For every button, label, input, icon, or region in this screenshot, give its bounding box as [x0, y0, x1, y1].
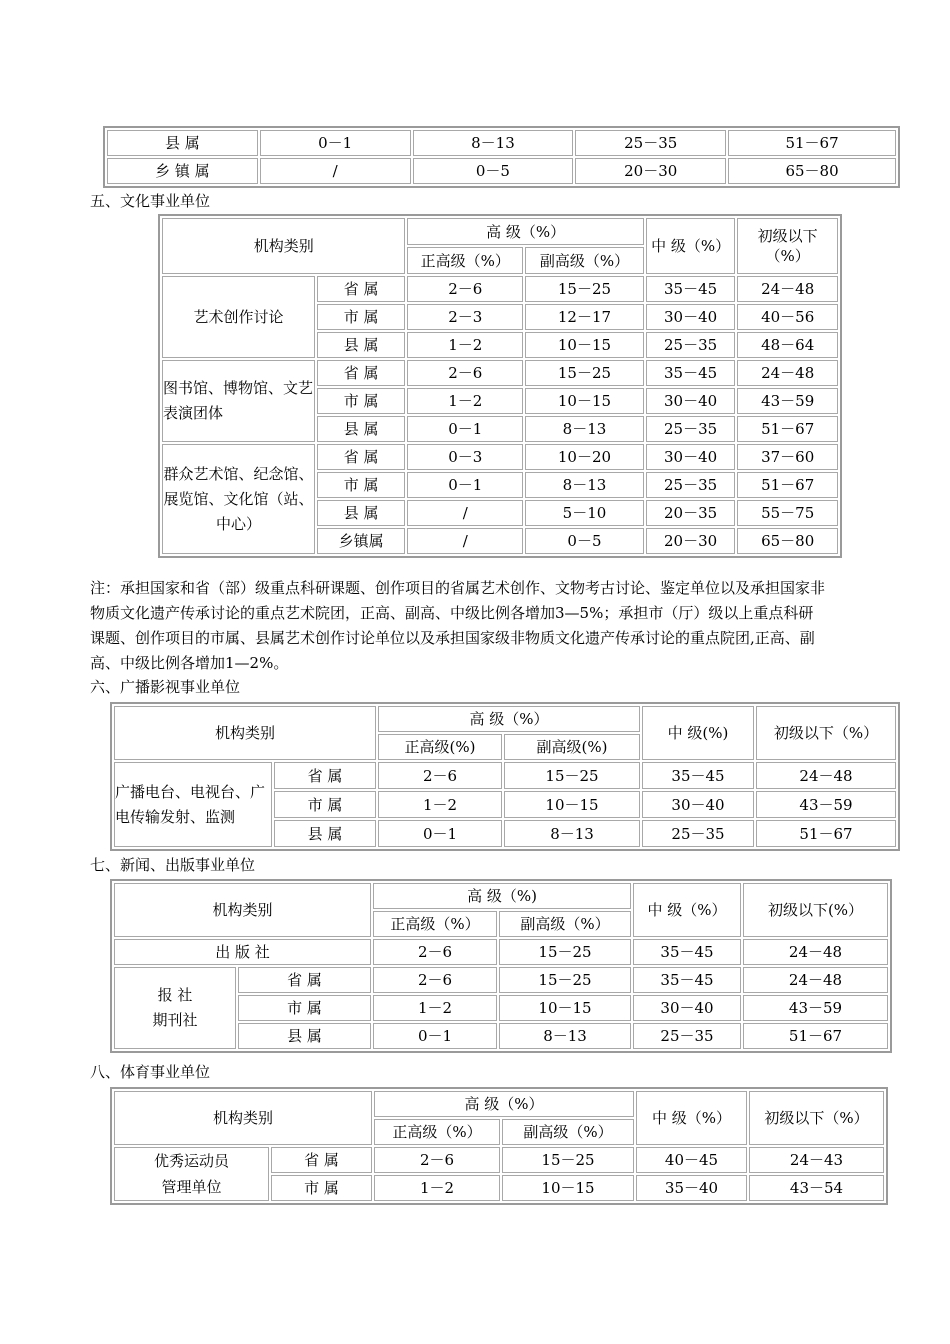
cell: 25－35: [646, 416, 736, 442]
header-senior: 高 级（%): [373, 883, 631, 909]
header-middle: 中 级（%）: [633, 883, 741, 937]
header-deputy-senior: 副高级(%): [504, 734, 640, 760]
cell: 65－80: [728, 158, 896, 184]
table-row: [114, 939, 888, 965]
cell: 12－17: [525, 304, 644, 330]
cell: 24－48: [743, 939, 888, 965]
broadcast-table: [110, 702, 900, 851]
header-full-senior: 正高级（%）: [407, 247, 523, 274]
group-cell: [114, 1147, 269, 1201]
note-line: 课题、创作项目的市属、县属艺术创作讨论单位以及承担国家级非物质文化遗产传承讨论的重点院团,正高、副: [90, 629, 815, 647]
cell: 25－35: [575, 130, 726, 156]
cell: 24－48: [743, 967, 888, 993]
header-senior: 高 级（%）: [374, 1091, 634, 1117]
cell: 县 属: [238, 1023, 371, 1049]
table-row: [107, 158, 896, 184]
table-header-row: [162, 218, 838, 245]
cell: 48－64: [737, 332, 838, 358]
cell: 43－59: [743, 995, 888, 1021]
header-category: 机构类别: [162, 218, 405, 274]
note-line: 注：承担国家和省（部）级重点科研课题、创作项目的省属艺术创作、文物考古讨论、鉴定单位以及承担国家非: [90, 579, 826, 597]
cell: 10－15: [499, 995, 631, 1021]
cell: 县 属: [274, 820, 376, 847]
group-cell-line1: 报 社: [157, 986, 193, 1004]
note-paragraph: [90, 576, 910, 676]
group-cell: 群众艺术馆、纪念馆、展览馆、文化馆（站、中心）: [162, 444, 315, 554]
cell: 35－45: [646, 276, 736, 302]
top-table-block: [103, 126, 900, 188]
culture-table: [158, 214, 842, 558]
note-line: 高、中级比例各增加1—2%。: [90, 654, 289, 672]
header-full-senior: 正高级（%）: [374, 1119, 500, 1145]
cell: 8－13: [504, 820, 640, 847]
cell: 1－2: [407, 388, 523, 414]
cell: 2－3: [407, 304, 523, 330]
cell: 1－2: [407, 332, 523, 358]
cell: 24－48: [756, 762, 896, 789]
cell: 0－5: [413, 158, 574, 184]
header-category: 机构类别: [114, 706, 376, 760]
cell: 30－40: [633, 995, 741, 1021]
table-row: [107, 130, 896, 156]
broadcast-table-block: [110, 702, 900, 851]
cell: 2－6: [407, 360, 523, 386]
cell: 15－25: [499, 939, 631, 965]
cell: 20－35: [646, 500, 736, 526]
culture-table-block: [158, 214, 842, 558]
cell: 县 属: [317, 500, 406, 526]
group-cell-line1: 优秀运动员: [153, 1152, 229, 1170]
header-middle: 中 级（%）: [636, 1091, 747, 1145]
note-line: 物质文化遗产传承讨论的重点艺术院团，正高、副高、中级比例各增加3—5%；承担市（厅）级以上重点科研: [90, 604, 814, 622]
cell: 10－15: [525, 332, 644, 358]
cell: 0－1: [407, 416, 523, 442]
header-junior: [737, 218, 838, 274]
press-table-block: [110, 879, 892, 1053]
header-junior-line2: （%）: [765, 247, 810, 265]
cell: 51－67: [756, 820, 896, 847]
cell: 出 版 社: [114, 939, 371, 965]
header-category: 机构类别: [114, 1091, 372, 1145]
cell: 市 属: [274, 791, 376, 818]
table-row: [162, 276, 838, 302]
cell: 24－43: [749, 1147, 884, 1173]
cell: 10－15: [525, 388, 644, 414]
cell: 省 属: [317, 444, 406, 470]
cell: 24－48: [737, 360, 838, 386]
table-row: [162, 360, 838, 386]
cell: 43－59: [756, 791, 896, 818]
top-table: [103, 126, 900, 188]
header-category: 机构类别: [114, 883, 371, 937]
cell: 市 属: [238, 995, 371, 1021]
cell: 0－1: [407, 472, 523, 498]
group-cell: 艺术创作讨论: [162, 276, 315, 358]
header-middle: 中 级(%): [642, 706, 754, 760]
cell: 乡 镇 属: [107, 158, 258, 184]
cell: 10－20: [525, 444, 644, 470]
cell: 51－67: [743, 1023, 888, 1049]
sports-table: [110, 1087, 888, 1205]
cell: 县 属: [317, 416, 406, 442]
cell: 1－2: [373, 995, 497, 1021]
cell: 24－48: [737, 276, 838, 302]
header-junior: 初级以下（%）: [756, 706, 896, 760]
cell: 25－35: [646, 472, 736, 498]
cell: 30－40: [646, 388, 736, 414]
cell: 1－2: [374, 1175, 500, 1201]
cell: 65－80: [737, 528, 838, 554]
cell: 0－1: [378, 820, 502, 847]
cell: 8－13: [525, 416, 644, 442]
cell: 1－2: [378, 791, 502, 818]
cell: 40－56: [737, 304, 838, 330]
cell: 35－45: [646, 360, 736, 386]
header-middle: 中 级（%）: [646, 218, 736, 274]
table-row: [114, 967, 888, 993]
cell: 15－25: [525, 276, 644, 302]
cell: /: [407, 500, 523, 526]
cell: 市 属: [317, 472, 406, 498]
cell: 2－6: [373, 939, 497, 965]
cell: 市 属: [317, 388, 406, 414]
cell: /: [260, 158, 411, 184]
cell: 2－6: [373, 967, 497, 993]
cell: 15－25: [525, 360, 644, 386]
cell: 25－35: [646, 332, 736, 358]
cell: 35－45: [633, 939, 741, 965]
header-full-senior: 正高级(%): [378, 734, 502, 760]
section-heading-culture: 五、文化事业单位: [90, 192, 211, 210]
cell: 省 属: [317, 360, 406, 386]
table-header-row: [114, 883, 888, 909]
cell: 37－60: [737, 444, 838, 470]
group-cell-line2: 管理单位: [161, 1178, 222, 1196]
section-heading-press: 七、新闻、出版事业单位: [90, 856, 256, 874]
cell: 30－40: [642, 791, 754, 818]
header-senior: 高 级（%）: [407, 218, 643, 245]
table-row: [162, 444, 838, 470]
group-cell-line2: 期刊社: [152, 1011, 198, 1029]
cell: 0－1: [260, 130, 411, 156]
cell: 35－45: [633, 967, 741, 993]
header-full-senior: 正高级（%）: [373, 911, 497, 937]
cell: 10－15: [504, 791, 640, 818]
cell: 0－1: [373, 1023, 497, 1049]
cell: 0－3: [407, 444, 523, 470]
cell: 51－67: [728, 130, 896, 156]
header-junior: 初级以下(%）: [743, 883, 888, 937]
cell: 30－40: [646, 304, 736, 330]
press-table: [110, 879, 892, 1053]
cell: 省 属: [271, 1147, 372, 1173]
cell: /: [407, 528, 523, 554]
cell: 5－10: [525, 500, 644, 526]
section-heading-sports: 八、体育事业单位: [90, 1063, 211, 1081]
table-row: [114, 762, 896, 789]
cell: 市 属: [271, 1175, 372, 1201]
cell: 县 属: [107, 130, 258, 156]
group-cell: 广播电台、电视台、广电传输发射、监测: [114, 762, 272, 847]
table-header-row: [114, 1091, 884, 1117]
header-junior-line1: 初级以下: [757, 227, 818, 245]
cell: 20－30: [646, 528, 736, 554]
cell: 15－25: [499, 967, 631, 993]
cell: 55－75: [737, 500, 838, 526]
cell: 51－67: [737, 416, 838, 442]
table-row: [114, 1147, 884, 1173]
cell: 40－45: [636, 1147, 747, 1173]
cell: 51－67: [737, 472, 838, 498]
cell: 省 属: [317, 276, 406, 302]
cell: 2－6: [407, 276, 523, 302]
section-heading-broadcast: 六、广播影视事业单位: [90, 678, 241, 696]
table-header-row: [114, 706, 896, 732]
cell: 25－35: [633, 1023, 741, 1049]
cell: 县 属: [317, 332, 406, 358]
cell: 43－54: [749, 1175, 884, 1201]
header-senior: 高 级（%）: [378, 706, 640, 732]
cell: 省 属: [238, 967, 371, 993]
header-deputy-senior: 副高级（%）: [525, 247, 644, 274]
group-cell: 图书馆、博物馆、文艺表演团体: [162, 360, 315, 442]
group-cell: [114, 967, 236, 1049]
cell: 25－35: [642, 820, 754, 847]
cell: 8－13: [525, 472, 644, 498]
header-deputy-senior: 副高级（%）: [502, 1119, 634, 1145]
cell: 20－30: [575, 158, 726, 184]
cell: 10－15: [502, 1175, 634, 1201]
cell: 35－40: [636, 1175, 747, 1201]
cell: 30－40: [646, 444, 736, 470]
sports-table-block: [110, 1087, 888, 1205]
cell: 8－13: [413, 130, 574, 156]
cell: 2－6: [378, 762, 502, 789]
cell: 15－25: [504, 762, 640, 789]
header-deputy-senior: 副高级（%）: [499, 911, 631, 937]
cell: 35－45: [642, 762, 754, 789]
cell: 省 属: [274, 762, 376, 789]
cell: 15－25: [502, 1147, 634, 1173]
cell: 2－6: [374, 1147, 500, 1173]
cell: 43－59: [737, 388, 838, 414]
cell: 市 属: [317, 304, 406, 330]
cell: 乡镇属: [317, 528, 406, 554]
cell: 0－5: [525, 528, 644, 554]
cell: 8－13: [499, 1023, 631, 1049]
header-junior: 初级以下（%）: [749, 1091, 884, 1145]
